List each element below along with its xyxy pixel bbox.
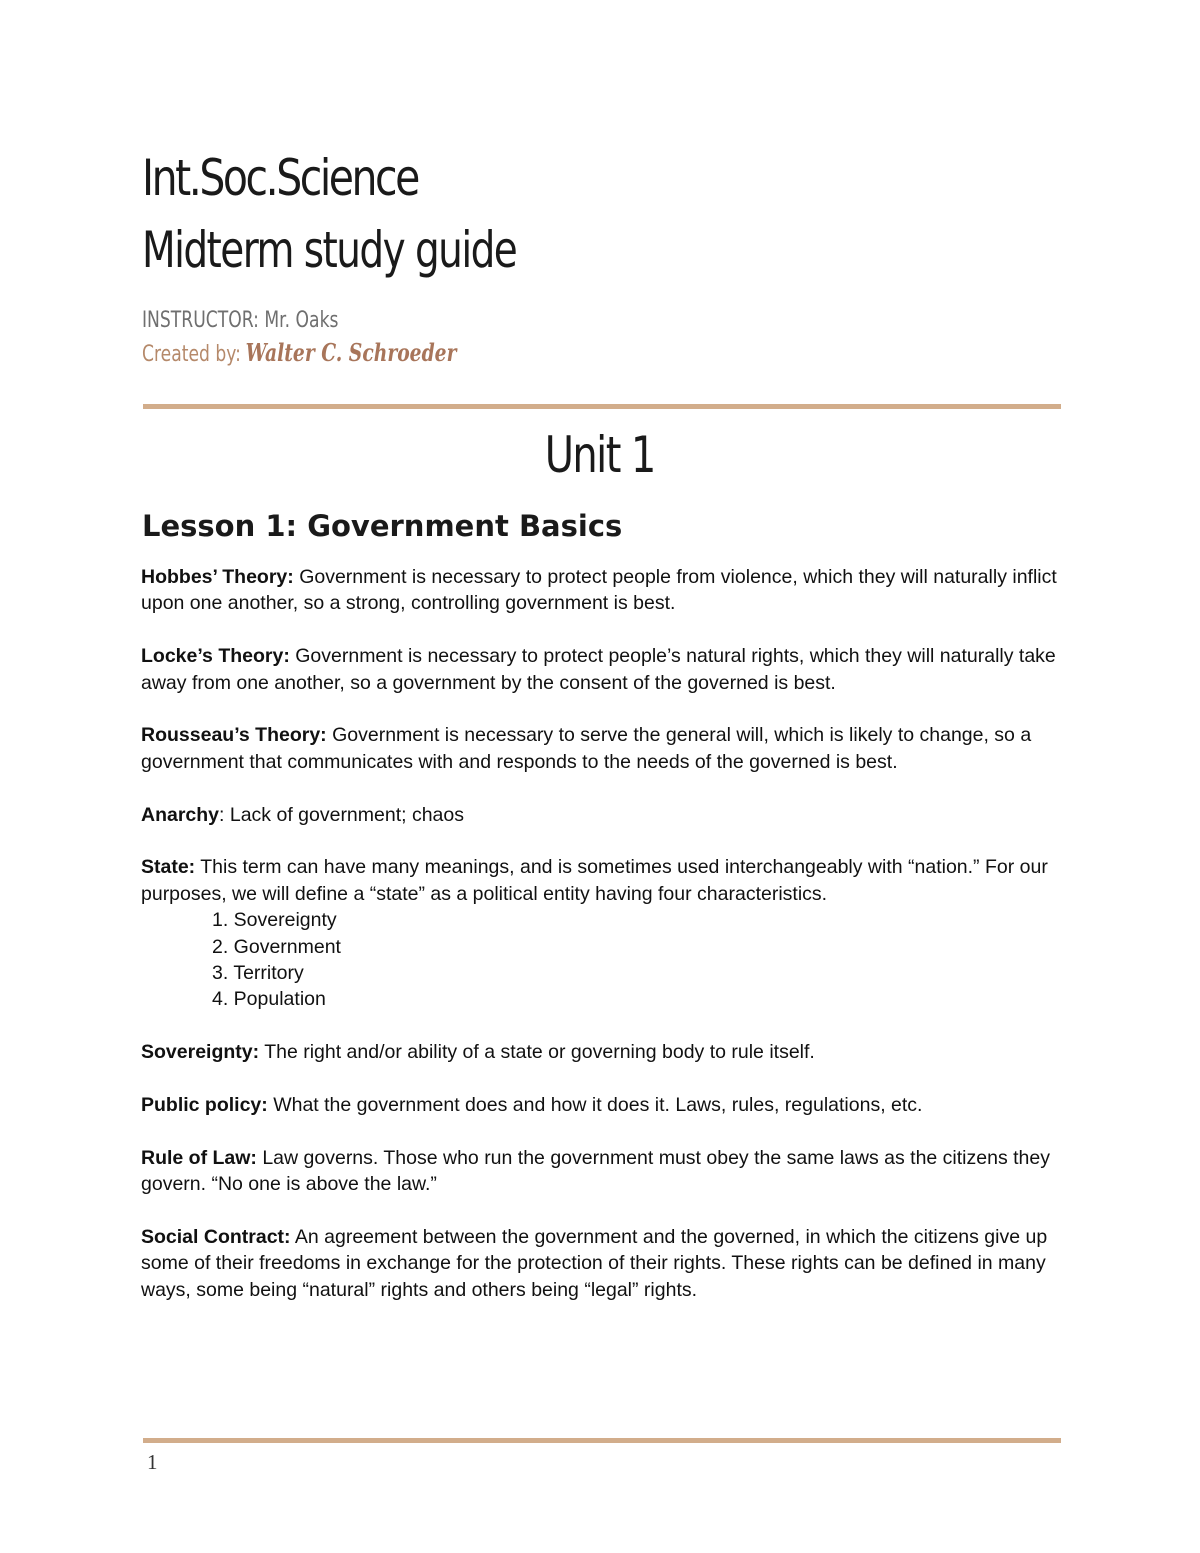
definition-rousseau — [141, 722, 1071, 775]
definition-text: Government is necessary to protect people’s natural rights, which they will naturally take away from one another, so a government by the consent of the governed is best. — [141, 645, 1056, 694]
definition-term: Anarchy — [141, 803, 220, 826]
document-subtitle: Midterm study guide — [142, 221, 517, 279]
definition-state — [141, 854, 1071, 1012]
definition-term: State: — [141, 856, 196, 879]
definition-locke — [141, 643, 1071, 696]
definition-text: This term can have many meanings, and is sometimes used interchangeably with “nation.” For our purposes, we will define a “state” as a political entity having four characteristics. — [141, 856, 1048, 905]
footer-divider — [143, 1438, 1061, 1443]
definition-term: Rule of Law: — [141, 1146, 257, 1169]
page-number: 1 — [147, 1450, 158, 1474]
definition-text: What the government does and how it does it. Laws, rules, regulations, etc. — [267, 1094, 923, 1117]
definition-rule-of-law — [141, 1145, 1071, 1198]
lesson-body — [141, 564, 1071, 1330]
unit-heading: Unit 1 — [545, 426, 655, 484]
definition-term: Rousseau’s Theory: — [141, 724, 327, 747]
definition-hobbes — [141, 564, 1071, 617]
definition-social-contract — [141, 1224, 1071, 1303]
definition-term: Locke’s Theory: — [141, 645, 290, 668]
definition-term: Public policy: — [141, 1094, 268, 1117]
definition-public-policy — [141, 1092, 1071, 1118]
list-item: 2. Government — [212, 935, 341, 958]
document-title: Int.Soc.Science — [142, 149, 418, 207]
definition-text: An agreement between the government and the governed, in which the citizens give up some of their freedoms in exchange for the protection of their rights. These rights can be defined in many ways, some being “natural” rights and others being “legal” rights. — [141, 1226, 1048, 1301]
state-characteristics-list — [141, 907, 1071, 1013]
definition-text: : Lack of government; chaos — [219, 803, 464, 826]
definition-state-text — [141, 854, 1071, 907]
lesson-heading: Lesson 1: Government Basics — [142, 509, 623, 543]
list-item: 3. Territory — [212, 962, 304, 985]
list-item: 4. Population — [212, 988, 326, 1011]
definition-text: Law governs. Those who run the government must obey the same laws as the citizens they govern. “No one is above the law.” — [141, 1146, 1050, 1196]
definition-text: The right and/or ability of a state or governing body to rule itself. — [259, 1041, 815, 1064]
created-by-label: Created by: — [142, 342, 241, 367]
definition-anarchy — [141, 802, 1071, 828]
definition-term: Hobbes’ Theory: — [141, 566, 294, 588]
list-item: 1. Sovereignty — [212, 909, 337, 932]
definition-term: Social Contract: — [141, 1226, 291, 1249]
definition-term: Sovereignty: — [141, 1041, 260, 1064]
created-by-line — [142, 338, 456, 370]
instructor-line: INSTRUCTOR: Mr. Oaks — [142, 308, 339, 333]
header-divider — [143, 404, 1061, 409]
definition-text: Government is necessary to protect people from violence, which they will naturally inflict upon one another, so a strong, controlling government is best. — [141, 566, 1057, 615]
definition-text: Government is necessary to serve the general will, which is likely to change, so a government that communicates with and responds to the needs of the governed is best. — [141, 724, 1032, 773]
definition-sovereignty — [141, 1039, 1071, 1065]
author-signature: Walter C. Schroeder — [245, 338, 457, 367]
